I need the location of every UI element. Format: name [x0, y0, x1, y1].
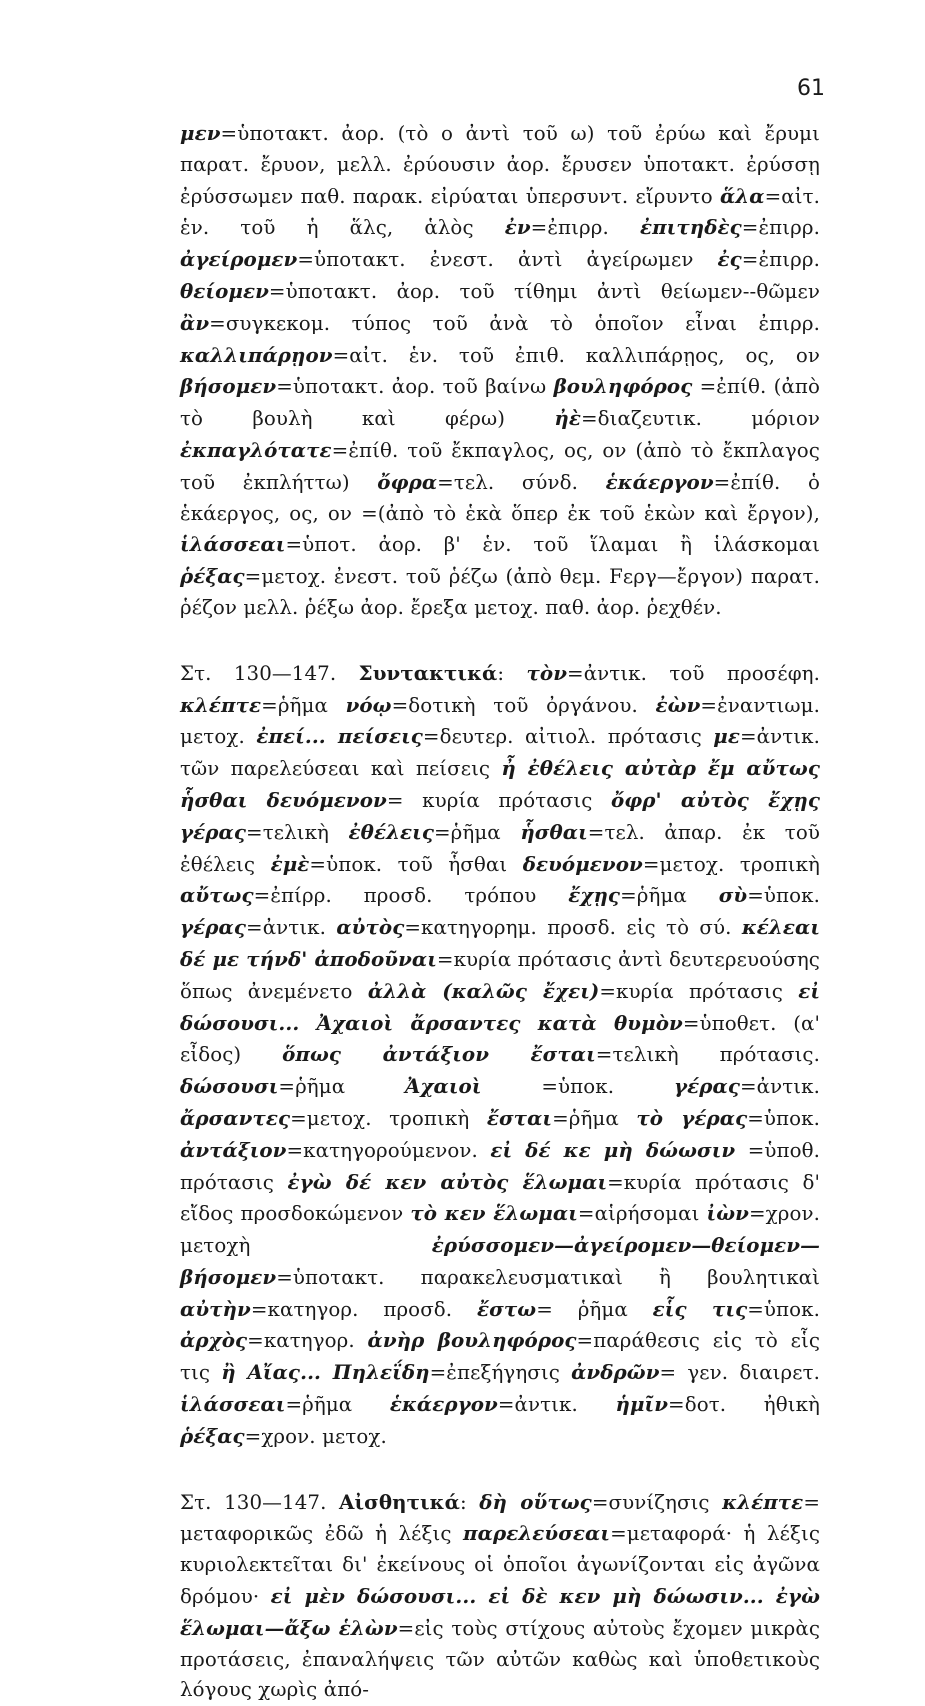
greek-term: ἐγὼ δέ κεν αὐτὸς ἕλωμαι — [287, 1169, 608, 1194]
text-run: =κυρία πρότασις δ' εἴδος προσδοκώμενον — [180, 1170, 821, 1226]
greek-term: παρελεύσεαι — [463, 1521, 611, 1546]
text-run: =ἐπιρρ. — [741, 216, 820, 240]
page-number: 61 — [797, 76, 825, 101]
text-run: =κυρία πρότασις — [599, 979, 799, 1003]
greek-term: ἐπεί... πείσεις — [256, 724, 423, 749]
greek-term: εἰ δώσουσι... Ἀχαιοὶ ἄρσαντες κατὰ θυμὸν — [180, 978, 820, 1035]
text-run: =τελικὴ πρότασις. — [595, 1043, 820, 1067]
greek-term: τὸ γέρας — [636, 1105, 748, 1130]
greek-term: ἀντάξιον — [180, 1137, 287, 1162]
text-run: : — [497, 661, 527, 685]
greek-term: ἱλάσσεαι — [180, 532, 286, 557]
text-run: =κατηγορ. — [247, 1329, 368, 1353]
text-run: = κυρία πρότασις — [386, 788, 611, 812]
text-run: Στ. 130—147. — [180, 1490, 340, 1514]
greek-term: δώσουσι — [180, 1074, 279, 1099]
greek-term: ἔχῃς — [568, 883, 621, 908]
greek-term: εἰ δέ κε μὴ δώωσιν — [490, 1137, 736, 1162]
greek-term: σὺ — [718, 883, 748, 908]
greek-term: ἐρύσσομεν—ἀγείρομεν—θείομεν—βήσομεν — [180, 1233, 820, 1289]
text-run: =παράθεσις εἰς τὸ εἷς τις — [180, 1329, 820, 1385]
greek-term: ῥέξας — [180, 1423, 245, 1448]
text-run: =χρον. μετοχ. — [244, 1424, 387, 1448]
text-run: =εἰς τοὺς στίχους αὐτοὺς ἔχομεν μικρὰς προτάσεις, ἐπαναλήψεις τῶν αὐτῶν καθὼς καὶ ὑποθετικοὺς λόγους χωρὶς ἀπό- — [180, 1616, 820, 1702]
greek-term: ἐς — [717, 247, 742, 272]
text-run: =ἀντικ. — [246, 916, 337, 940]
section-heading: Αἰσθητικά — [339, 1489, 460, 1514]
greek-term: ἰὼν — [706, 1201, 749, 1226]
text-run: =ὑποτ. ἀορ. β' ἑν. τοῦ ἵλαμαι ἢ ἱλάσκομαι — [285, 533, 820, 557]
text-run: =ἐπίθ. τοῦ ἔκπαγλος, ος, ον (ἀπὸ τὸ ἔκπλαγος τοῦ ἐκπλήττω) — [180, 438, 820, 494]
syntactic-notes-paragraph — [180, 658, 820, 1453]
text-run: =ὑποκ. — [481, 1075, 674, 1099]
greek-term: γέρας — [673, 1074, 740, 1099]
text-run: =ἀντικ. τοῦ προσέφη. — [567, 661, 820, 685]
greek-term: βουληφόρος — [553, 374, 693, 399]
text-run: =ὑποτακτ. ἐνεστ. ἀντὶ ἀγείρωμεν — [297, 248, 718, 272]
greek-term: ἐκπαγλότατε — [180, 437, 332, 462]
greek-term: ἐπιτηδὲς — [639, 215, 742, 240]
greek-term: ἦ ἐθέλεις αὐτὰρ ἔμ αὔτως ἧσθαι δευόμενον — [180, 756, 820, 812]
text-run: =αἰτ. ἑν. τοῦ ἡ ἅλς, ἁλὸς — [180, 184, 820, 240]
greek-term: ἅλα — [719, 183, 765, 208]
text-run: =ὑποκ. — [747, 884, 820, 908]
greek-term: ἱλάσσεαι — [180, 1392, 286, 1417]
text-run: =κυρία πρότασις ἀντὶ δευτερευούσης ὅπως ἀνεμένετο — [180, 947, 820, 1003]
text-run: =συνίζησις — [591, 1490, 723, 1514]
greek-term: ἀλλὰ (καλῶς ἔχει) — [367, 978, 600, 1003]
greek-term: θείομεν — [180, 278, 269, 303]
section-heading: Συντακτικά — [358, 660, 498, 685]
greek-term: ἔστω — [477, 1296, 537, 1321]
text-run: =ῥῆμα — [620, 884, 719, 908]
greek-term: γέρας — [180, 915, 247, 940]
text-run: =ἀντικ. τῶν παρελεύσεαι καὶ πείσεις — [180, 725, 820, 781]
text-run: =τελ. σύνδ. — [437, 470, 606, 494]
greek-term: αὐτὸς — [336, 915, 405, 940]
greek-term: ἠὲ — [554, 406, 581, 431]
text-run: =ἐπίθ. ὁ ἑκάεργος, ος, ον =(ἀπὸ τὸ ἑκὰ ὅπερ ἐκ τοῦ ἑκὼν καὶ ἔργον), — [180, 470, 820, 525]
greek-term: ἀρχὸς — [180, 1328, 248, 1353]
greek-term: ὄφρα — [377, 469, 438, 494]
greek-term: νόῳ — [345, 692, 392, 717]
greek-term: ἔσται — [486, 1105, 553, 1130]
text-run: =μετοχ. τροπικὴ — [290, 1106, 487, 1130]
text-run: =ἀντικ. — [497, 1393, 616, 1417]
greek-term: κέλεαι δέ με τήνδ' ἀποδοῦναι — [180, 915, 820, 971]
text-run: =συγκεκομ. τύπος τοῦ ἀνὰ τὸ ὁποῖον εἶναι ἐπιρρ. — [209, 311, 820, 335]
text-run: : — [459, 1490, 480, 1514]
greek-term: ἐθέλεις — [348, 819, 434, 844]
text-run: =αἰτ. ἑν. τοῦ ἐπιθ. καλλιπάρῃος, ος, ον — [332, 343, 820, 367]
text-run: =μετοχ. τροπικὴ — [642, 852, 821, 876]
page-body — [180, 118, 820, 1706]
text-run: =τελικὴ — [246, 820, 349, 844]
text-run: =ῥῆμα — [261, 693, 346, 717]
greek-term: τὸν — [526, 660, 568, 685]
greek-term: ὄφρ' αὐτὸς ἔχῃς γέρας — [180, 787, 820, 844]
text-run: =ὑποτακτ. ἀορ. τοῦ βαίνω — [276, 375, 554, 399]
text-run: =ἐπίρρ. προσδ. τρόπου — [253, 884, 569, 908]
text-run: =μεταφορά· ἡ λέξις κυριολεκτεῖται δι' ἐκείνους οἱ ὁποῖοι ἀγωνίζονται εἰς ἀγῶνα δρόμου· — [180, 1522, 820, 1609]
text-run: =ὑποτακτ. ἀορ. (τὸ ο ἀντὶ τοῦ ω) τοῦ ἐρύω καὶ ἔρυμι παρατ. ἔρυον, μελλ. ἐρύουσιν ἀορ. ἔρυσεν ὑποτακτ. ἐρύσσῃ ἐρύσσωμεν παθ. παρακ. εἰρύαται ὑπερσυντ. εἴρυντο — [180, 122, 820, 208]
text-run: =ὑποκ. — [747, 1297, 821, 1321]
text-run: Στ. 130—147. — [180, 661, 359, 685]
text-run: =δοτικὴ τοῦ ὀργάνου. — [391, 693, 656, 717]
text-run: =ἐπιρρ. — [530, 216, 640, 240]
aesthetic-notes-paragraph — [180, 1487, 820, 1706]
greek-term: Ἀχαιοὶ — [405, 1074, 482, 1099]
text-run: =μετοχ. ἐνεστ. τοῦ ῥέζω (ἀπὸ θεμ. Fεργ—ἔργον) παρατ. ῥέζον μελλ. ῥέξω ἀορ. ἔρεξα μετοχ. παθ. ἀορ. ῥεχθέν. — [180, 565, 820, 619]
text-run: =ὑποτακτ. ἀορ. τοῦ τίθημι ἀντὶ θείωμεν--θῶμεν — [268, 279, 820, 303]
text-run: = μεταφορικῶς ἐδῶ ἡ λέξις — [180, 1490, 820, 1546]
text-run: =ῥῆμα — [278, 1075, 405, 1099]
greek-term: ἀγείρομεν — [180, 247, 298, 272]
greek-term: δὴ οὕτως — [479, 1489, 592, 1514]
text-run: =αἱρήσομαι — [577, 1202, 707, 1226]
greek-term: ἑκάεργον — [605, 469, 714, 494]
greek-term: δευόμενον — [522, 851, 643, 876]
greek-term: ἄρσαντες — [180, 1105, 291, 1130]
text-run: = ῥῆμα — [536, 1297, 653, 1321]
text-run: =δευτερ. αἰτιολ. πρότασις — [422, 725, 714, 749]
text-run: =ὑποθετ. (α' εἶδος) — [180, 1011, 821, 1067]
text-run: =τελ. ἀπαρ. ἐκ τοῦ ἐθέλεις — [180, 820, 820, 876]
greek-term: ὅπως ἀντάξιον ἔσται — [282, 1042, 596, 1067]
text-run: =χρον. μετοχὴ — [180, 1202, 820, 1258]
greek-term: κλέπτε — [180, 692, 262, 717]
greek-term: κλέπτε — [722, 1489, 804, 1514]
text-run: =ὑποθ. πρότασις — [180, 1138, 821, 1194]
text-run: =ἐπιρρ. — [741, 248, 820, 272]
text-run: =ὑποτακτ. παρακελευσματικαὶ ἢ βουλητικαὶ — [276, 1265, 820, 1289]
text-run: =ἐναντιωμ. μετοχ. — [180, 693, 820, 749]
greek-term: ἀνὴρ βουληφόρος — [367, 1328, 577, 1353]
greek-term: ἢ Αἴας... Πηλεΐδη — [221, 1360, 430, 1385]
text-run: =ἐπεξήγησις — [429, 1361, 572, 1385]
greek-term: ἐν — [504, 215, 531, 240]
greek-term: ἀνδρῶν — [571, 1360, 660, 1385]
greek-term: με — [713, 724, 740, 749]
greek-term: ἂν — [180, 310, 210, 335]
greek-term: καλλιπάρῃον — [180, 342, 333, 367]
text-run: =ῥῆμα — [285, 1393, 390, 1417]
greek-term: ἑκάεργον — [389, 1392, 498, 1417]
greek-term: ἡμῖν — [615, 1392, 669, 1417]
text-run: =ῥῆμα — [434, 820, 521, 844]
text-run: =ὑποκ. τοῦ ἧσθαι — [309, 852, 523, 876]
text-run: =δοτ. ἠθικὴ — [668, 1393, 820, 1417]
text-run: = γεν. διαιρετ. — [659, 1361, 821, 1385]
greek-term: ἧσθαι — [520, 819, 588, 844]
text-run: =ἐπίθ. (ἀπὸ τὸ βουλὴ καὶ φέρω) — [180, 375, 821, 431]
text-run: =κατηγορούμενον. — [286, 1138, 491, 1162]
greek-term: αὔτως — [180, 883, 254, 908]
greek-term: ῥέξας — [180, 564, 245, 589]
text-run: =ῥῆμα — [552, 1106, 637, 1130]
greek-term: ἐὼν — [655, 692, 701, 717]
greek-term: μεν — [180, 121, 221, 145]
glossary-paragraph — [180, 118, 820, 624]
text-run: =διαζευτικ. μόριον — [580, 407, 820, 431]
greek-term: ἐμὲ — [270, 851, 310, 876]
text-run: =κατηγορ. προσδ. — [250, 1297, 478, 1321]
text-run: =κατηγορημ. προσδ. εἰς τὸ σύ. — [404, 916, 742, 940]
greek-term: εἷς τις — [652, 1296, 748, 1321]
greek-term: βήσομεν — [180, 374, 277, 399]
greek-term: τὸ κεν ἕλωμαι — [410, 1201, 578, 1226]
greek-term: αὐτὴν — [180, 1296, 251, 1321]
greek-term: εἰ μὲν δώσουσι... εἰ δὲ κεν μὴ δώωσιν... ἐγὼ ἕλωμαι—ἄξω ἑλὼν — [180, 1584, 820, 1640]
text-run: =ὑποκ. — [747, 1106, 820, 1130]
text-run: =ἀντικ. — [739, 1075, 820, 1099]
